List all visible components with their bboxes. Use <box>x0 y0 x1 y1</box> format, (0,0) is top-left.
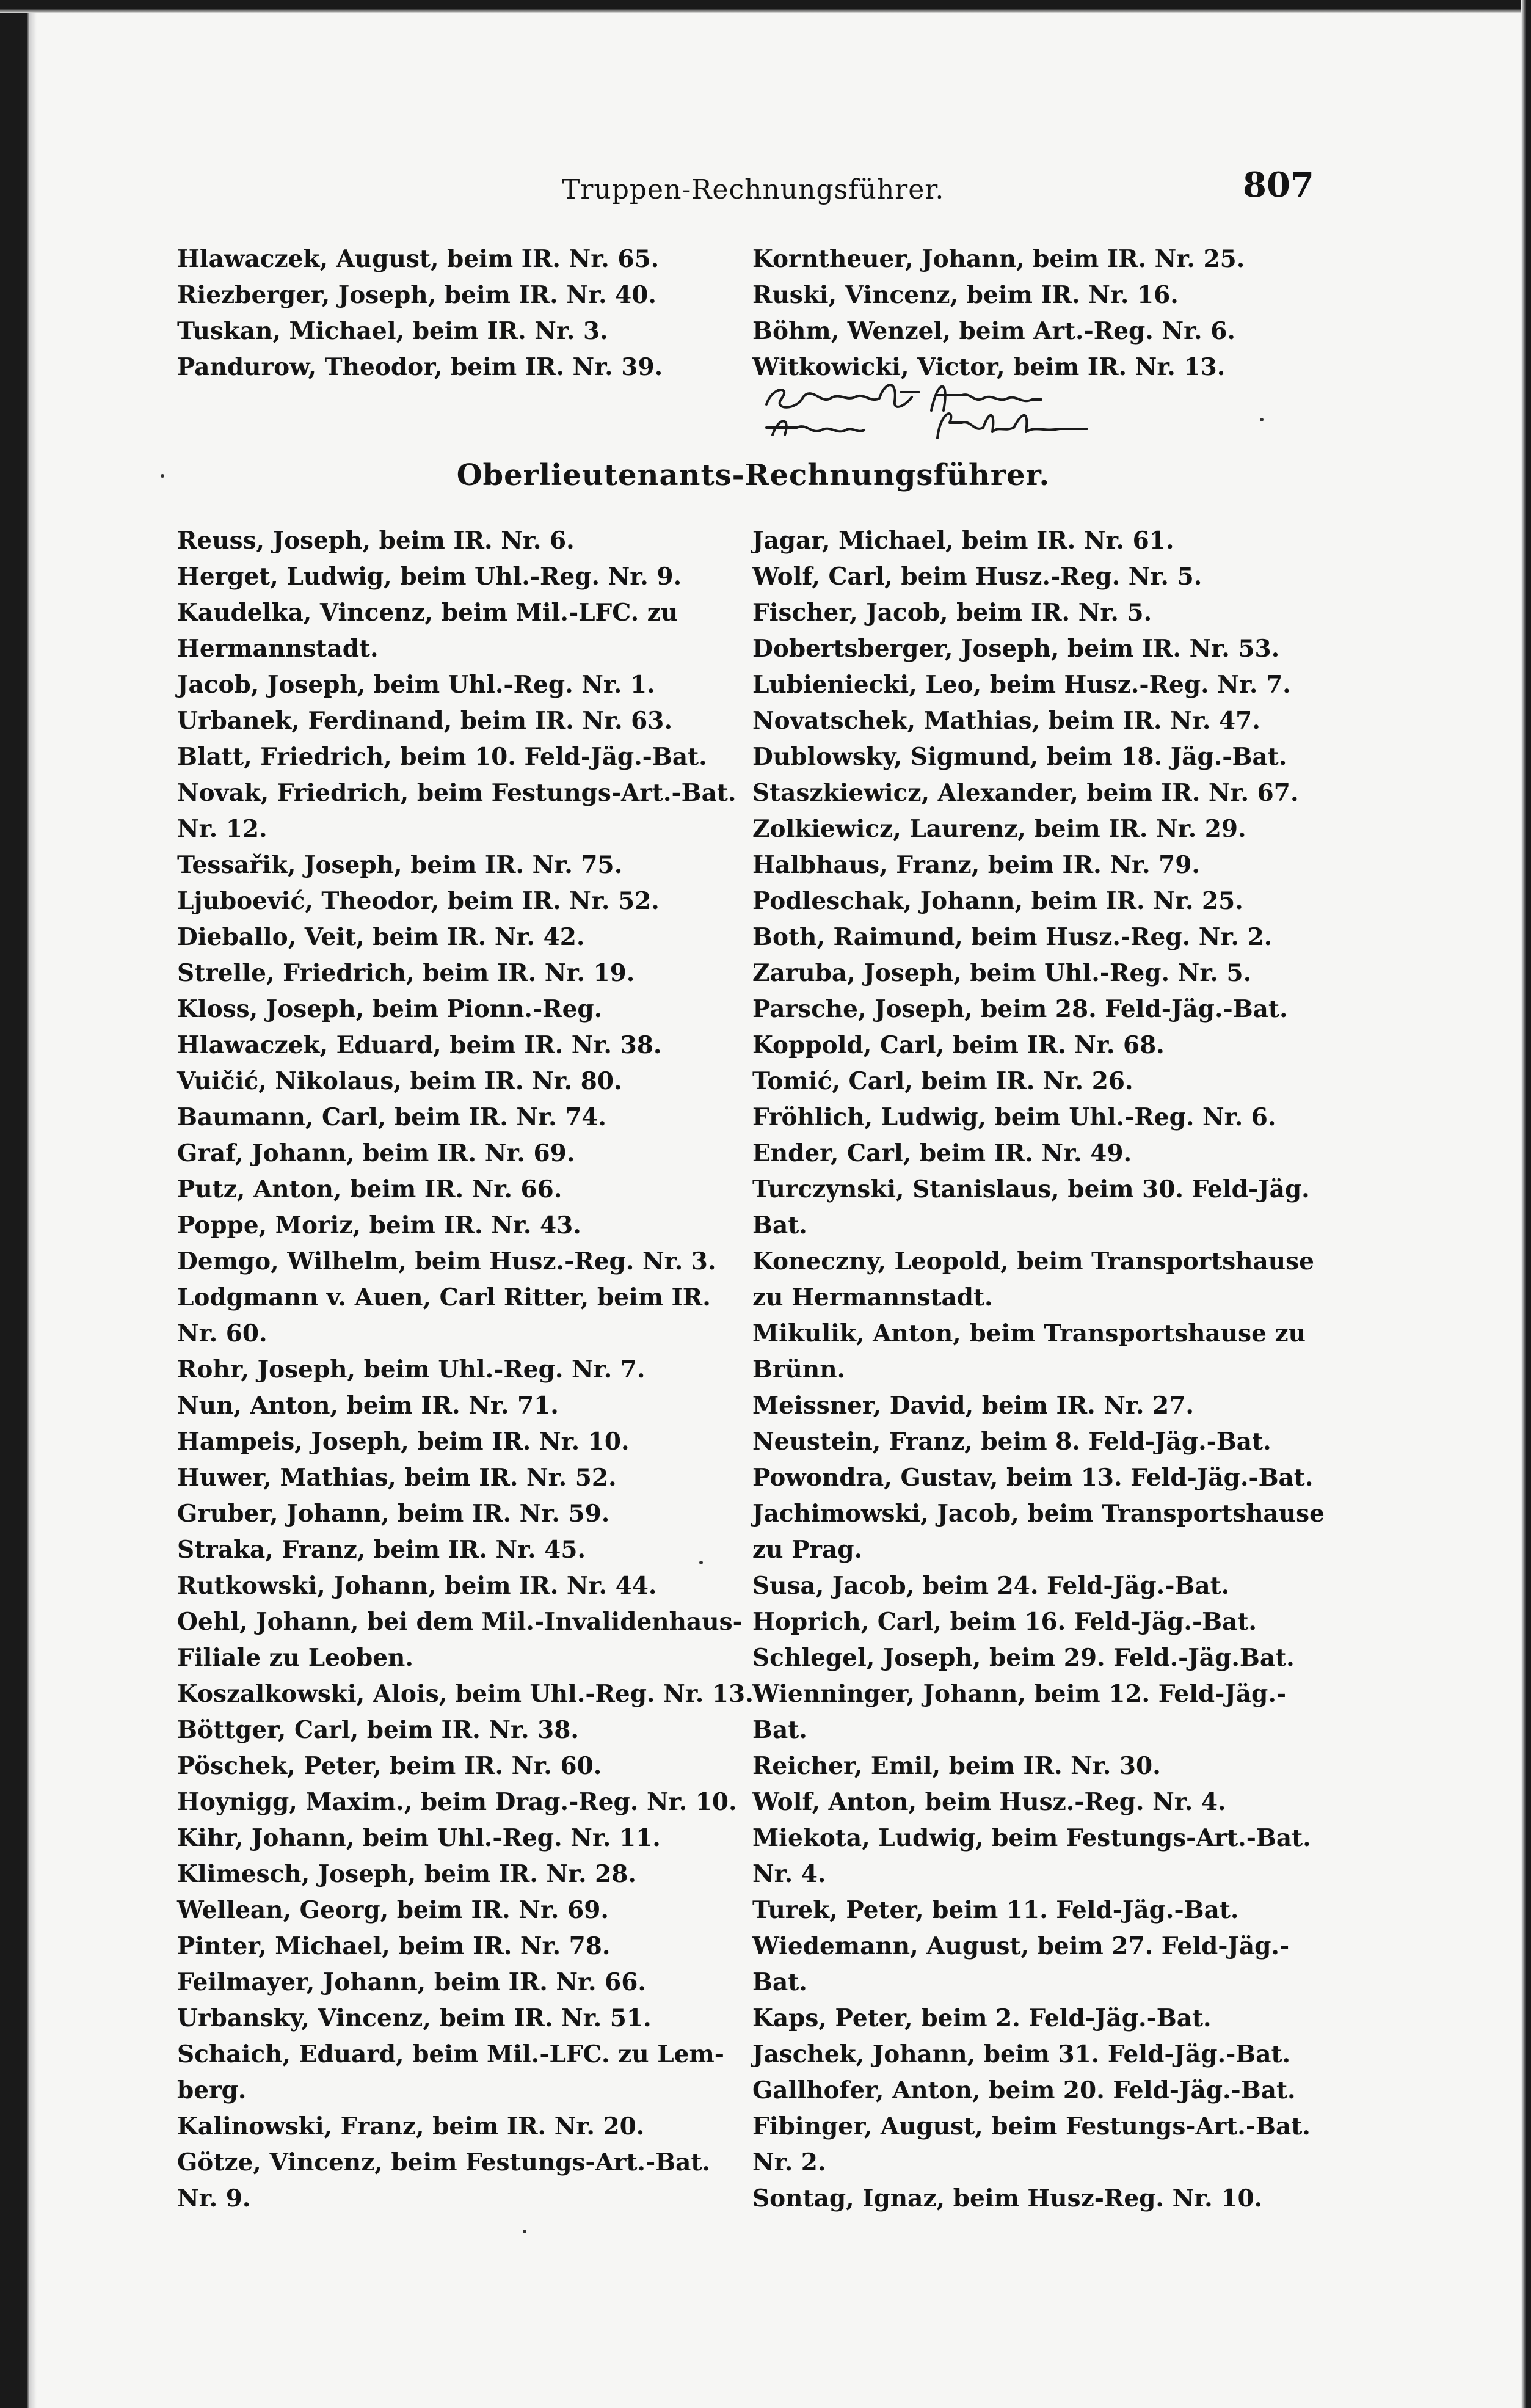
entry-line: Wolf, Carl, beim Husz.-Reg. Nr. 5. <box>752 563 1202 591</box>
entry-line: zu Prag. <box>752 1536 863 1564</box>
entry-line: Koppold, Carl, beim IR. Nr. 68. <box>752 1031 1165 1059</box>
entry-line: Dobertsberger, Joseph, beim IR. Nr. 53. <box>752 635 1280 663</box>
entry-line: Strelle, Friedrich, beim IR. Nr. 19. <box>177 959 635 987</box>
entry-line: Kihr, Johann, beim Uhl.-Reg. Nr. 11. <box>177 1824 661 1852</box>
entry-line: Hampeis, Joseph, beim IR. Nr. 10. <box>177 1428 630 1456</box>
entry-line: Nr. 9. <box>177 2184 251 2213</box>
entry-line: Kalinowski, Franz, beim IR. Nr. 20. <box>177 2112 645 2140</box>
entry-line: Dieballo, Veit, beim IR. Nr. 42. <box>177 923 585 951</box>
entry-line: Halbhaus, Franz, beim IR. Nr. 79. <box>752 851 1200 879</box>
print-speck <box>523 2230 526 2233</box>
entry-line: Meissner, David, beim IR. Nr. 27. <box>752 1392 1194 1420</box>
entry-line: Nun, Anton, beim IR. Nr. 71. <box>177 1392 559 1420</box>
section-title: Oberlieutenants-Rechnungsführer. <box>456 458 1050 492</box>
handwritten-signature <box>754 374 1121 447</box>
entry-line: Ender, Carl, beim IR. Nr. 49. <box>752 1139 1132 1167</box>
entry-line: Gallhofer, Anton, beim 20. Feld-Jäg.-Bat. <box>752 2076 1296 2104</box>
entry-line: Rohr, Joseph, beim Uhl.-Reg. Nr. 7. <box>177 1355 645 1384</box>
entry-line: Fibinger, August, beim Festungs-Art.-Bat. <box>752 2112 1311 2140</box>
entry-line: Poppe, Moriz, beim IR. Nr. 43. <box>177 1211 581 1239</box>
entry-line: Ljuboević, Theodor, beim IR. Nr. 52. <box>177 887 660 915</box>
entry-line: Dublowsky, Sigmund, beim 18. Jäg.-Bat. <box>752 743 1287 771</box>
entry-line: Bat. <box>752 1716 807 1744</box>
entry-line: Mikulik, Anton, beim Transportshause zu <box>752 1319 1306 1348</box>
entry-line: Schlegel, Joseph, beim 29. Feld.-Jäg.Bat. <box>752 1644 1295 1672</box>
entry-line: Tessařik, Joseph, beim IR. Nr. 75. <box>177 851 623 879</box>
entry-line: Urbansky, Vincenz, beim IR. Nr. 51. <box>177 2004 652 2032</box>
entry-line: Pandurow, Theodor, beim IR. Nr. 39. <box>177 353 663 381</box>
entry-line: Wellean, Georg, beim IR. Nr. 69. <box>177 1896 609 1924</box>
entry-line: Powondra, Gustav, beim 13. Feld-Jäg.-Bat. <box>752 1464 1314 1492</box>
entry-line: Wiedemann, August, beim 27. Feld-Jäg.- <box>752 1932 1290 1960</box>
entry-line: Jacob, Joseph, beim Uhl.-Reg. Nr. 1. <box>177 671 655 699</box>
entry-line: Brünn. <box>752 1355 846 1384</box>
entry-line: Nr. 2. <box>752 2148 826 2176</box>
entry-line: Koneczny, Leopold, beim Transportshause <box>752 1247 1314 1275</box>
entry-line: Lodgmann v. Auen, Carl Ritter, beim IR. <box>177 1283 711 1312</box>
entry-line: Turek, Peter, beim 11. Feld-Jäg.-Bat. <box>752 1896 1239 1924</box>
entry-line: Schaich, Eduard, beim Mil.-LFC. zu Lem- <box>177 2040 724 2068</box>
entry-line: Novatschek, Mathias, beim IR. Nr. 47. <box>752 707 1260 735</box>
top-entries-left-column <box>177 241 684 385</box>
entry-line: zu Hermannstadt. <box>752 1283 993 1312</box>
entries-left-column <box>177 523 754 2217</box>
entry-line: Filiale zu Leoben. <box>177 1644 413 1672</box>
entry-line: Jagar, Michael, beim IR. Nr. 61. <box>752 527 1174 555</box>
entry-line: Fischer, Jacob, beim IR. Nr. 5. <box>752 599 1152 627</box>
entry-line: Sontag, Ignaz, beim Husz-Reg. Nr. 10. <box>752 2184 1263 2213</box>
entry-line: Straka, Franz, beim IR. Nr. 45. <box>177 1536 586 1564</box>
print-speck <box>699 1561 703 1564</box>
entry-line: Neustein, Franz, beim 8. Feld-Jäg.-Bat. <box>752 1428 1271 1456</box>
running-head: Truppen-Rechnungsführer. <box>562 174 945 205</box>
page-edge-left <box>0 0 37 2408</box>
entry-line: Zolkiewicz, Laurenz, beim IR. Nr. 29. <box>752 815 1246 843</box>
entry-line: Hoynigg, Maxim., beim Drag.-Reg. Nr. 10. <box>177 1788 737 1816</box>
entries-right-column <box>752 523 1325 2217</box>
entry-line: Reuss, Joseph, beim IR. Nr. 6. <box>177 527 575 555</box>
entry-line: Pinter, Michael, beim IR. Nr. 78. <box>177 1932 611 1960</box>
entry-line: Bat. <box>752 1968 807 1996</box>
entry-line: Wolf, Anton, beim Husz.-Reg. Nr. 4. <box>752 1788 1226 1816</box>
entry-line: Hlawaczek, August, beim IR. Nr. 65. <box>177 245 660 273</box>
top-entries-right-column <box>752 241 1259 385</box>
entry-line: Both, Raimund, beim Husz.-Reg. Nr. 2. <box>752 923 1273 951</box>
entry-line: Demgo, Wilhelm, beim Husz.-Reg. Nr. 3. <box>177 1247 716 1275</box>
page-number: 807 <box>1243 165 1314 205</box>
entry-line: Nr. 12. <box>177 815 267 843</box>
entry-line: Reicher, Emil, beim IR. Nr. 30. <box>752 1752 1161 1780</box>
entry-line: Bat. <box>752 1211 807 1239</box>
entry-line: Novak, Friedrich, beim Festungs-Art.-Bat. <box>177 779 736 807</box>
print-speck <box>161 474 164 478</box>
entry-line: Huwer, Mathias, beim IR. Nr. 52. <box>177 1464 617 1492</box>
entry-line: Staszkiewicz, Alexander, beim IR. Nr. 67. <box>752 779 1299 807</box>
entry-line: Nr. 60. <box>177 1319 267 1348</box>
entry-line: Rutkowski, Johann, beim IR. Nr. 44. <box>177 1572 657 1600</box>
entry-line: Ruski, Vincenz, beim IR. Nr. 16. <box>752 281 1179 309</box>
entry-line: Kloss, Joseph, beim Pionn.-Reg. <box>177 995 603 1023</box>
entry-line: Susa, Jacob, beim 24. Feld-Jäg.-Bat. <box>752 1572 1230 1600</box>
entry-line: Jachimowski, Jacob, beim Transportshause <box>752 1500 1325 1528</box>
entry-line: Jaschek, Johann, beim 31. Feld-Jäg.-Bat. <box>752 2040 1291 2068</box>
entry-line: Wienninger, Johann, beim 12. Feld-Jäg.- <box>752 1680 1287 1708</box>
entry-line: Baumann, Carl, beim IR. Nr. 74. <box>177 1103 606 1131</box>
page-edge-right <box>1521 0 1531 2408</box>
entry-line: Putz, Anton, beim IR. Nr. 66. <box>177 1175 562 1203</box>
entry-line: Hermannstadt. <box>177 635 379 663</box>
entry-line: Böhm, Wenzel, beim Art.-Reg. Nr. 6. <box>752 317 1235 345</box>
page-edge-top <box>0 0 1531 13</box>
entry-line: berg. <box>177 2076 247 2104</box>
entry-line: Riezberger, Joseph, beim IR. Nr. 40. <box>177 281 656 309</box>
entry-line: Tuskan, Michael, beim IR. Nr. 3. <box>177 317 608 345</box>
entry-line: Herget, Ludwig, beim Uhl.-Reg. Nr. 9. <box>177 563 682 591</box>
entry-line: Kaps, Peter, beim 2. Feld-Jäg.-Bat. <box>752 2004 1212 2032</box>
entry-line: Urbanek, Ferdinand, beim IR. Nr. 63. <box>177 707 673 735</box>
entry-line: Lubieniecki, Leo, beim Husz.-Reg. Nr. 7. <box>752 671 1291 699</box>
print-speck <box>1260 418 1264 421</box>
entry-line: Podleschak, Johann, beim IR. Nr. 25. <box>752 887 1243 915</box>
entry-line: Kaudelka, Vincenz, beim Mil.-LFC. zu <box>177 599 678 627</box>
entry-line: Parsche, Joseph, beim 28. Feld-Jäg.-Bat. <box>752 995 1288 1023</box>
entry-line: Hlawaczek, Eduard, beim IR. Nr. 38. <box>177 1031 662 1059</box>
entry-line: Tomić, Carl, beim IR. Nr. 26. <box>752 1067 1133 1095</box>
entry-line: Vuičić, Nikolaus, beim IR. Nr. 80. <box>177 1067 622 1095</box>
entry-line: Korntheuer, Johann, beim IR. Nr. 25. <box>752 245 1245 273</box>
entry-line: Blatt, Friedrich, beim 10. Feld-Jäg.-Bat. <box>177 743 707 771</box>
entry-line: Miekota, Ludwig, beim Festungs-Art.-Bat. <box>752 1824 1311 1852</box>
entry-line: Pöschek, Peter, beim IR. Nr. 60. <box>177 1752 602 1780</box>
entry-line: Feilmayer, Johann, beim IR. Nr. 66. <box>177 1968 647 1996</box>
entry-line: Witkowicki, Victor, beim IR. Nr. 13. <box>752 353 1226 381</box>
entry-line: Hoprich, Carl, beim 16. Feld-Jäg.-Bat. <box>752 1608 1257 1636</box>
entry-line: Götze, Vincenz, beim Festungs-Art.-Bat. <box>177 2148 711 2176</box>
entry-line: Klimesch, Joseph, beim IR. Nr. 28. <box>177 1860 637 1888</box>
entry-line: Oehl, Johann, bei dem Mil.-Invalidenhaus- <box>177 1608 743 1636</box>
entry-line: Zaruba, Joseph, beim Uhl.-Reg. Nr. 5. <box>752 959 1252 987</box>
entry-line: Fröhlich, Ludwig, beim Uhl.-Reg. Nr. 6. <box>752 1103 1276 1131</box>
entry-line: Graf, Johann, beim IR. Nr. 69. <box>177 1139 575 1167</box>
entry-line: Koszalkowski, Alois, beim Uhl.-Reg. Nr. 13. <box>177 1680 754 1708</box>
entry-line: Nr. 4. <box>752 1860 826 1888</box>
entry-line: Böttger, Carl, beim IR. Nr. 38. <box>177 1716 579 1744</box>
entry-line: Turczynski, Stanislaus, beim 30. Feld-Jäg. <box>752 1175 1310 1203</box>
entry-line: Gruber, Johann, beim IR. Nr. 59. <box>177 1500 610 1528</box>
